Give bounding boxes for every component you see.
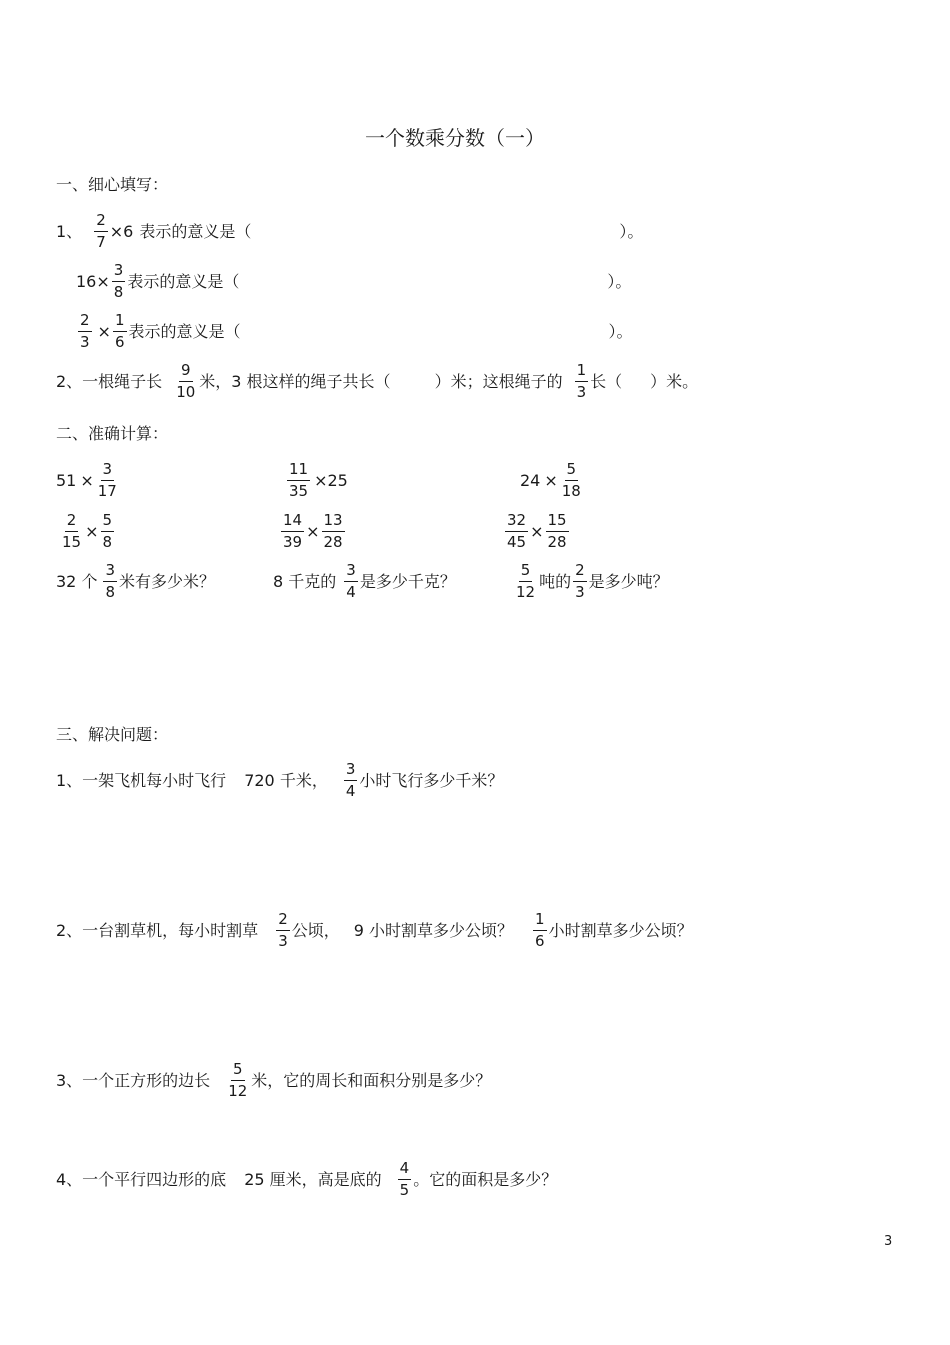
problem-2 <box>56 912 693 949</box>
problem-1 <box>56 762 503 799</box>
number: 51 <box>56 470 77 490</box>
q1-number: 1、 <box>56 221 83 241</box>
fraction: $\frac{4}{5}$ <box>399 1159 410 1199</box>
fraction: $\frac{2}{3}$ <box>575 561 585 601</box>
fraction: $\frac{11}{35}$ <box>289 460 309 500</box>
text: 9 小时割草多少公顷？ <box>353 920 514 940</box>
text: 3、一个正方形的边长 <box>56 1070 211 1090</box>
fraction: $\frac{5}{8}$ <box>102 511 113 551</box>
fraction: $\frac{15}{28}$ <box>547 511 567 551</box>
q2-text: ）米；这根绳子的 <box>434 371 563 391</box>
operator: ×25 <box>314 470 348 490</box>
text: 2、一台割草机，每小时割草 <box>56 920 259 940</box>
fraction: $\frac{5}{12}$ <box>516 561 536 601</box>
text: 小时割草多少公顷？ <box>548 920 693 940</box>
calc-4 <box>58 513 116 550</box>
blank-close: ）。 <box>619 221 644 241</box>
fraction: $\frac{2}{7}$ <box>96 211 106 251</box>
fraction: $\frac{1}{6}$ <box>535 910 545 950</box>
q1b-line <box>76 263 631 300</box>
text: 吨的 <box>539 571 572 591</box>
number: 16 <box>76 271 97 291</box>
q2-text: ）米。 <box>650 371 699 391</box>
page-title <box>0 128 910 148</box>
text: 公顷， <box>291 920 340 940</box>
blank-close: ）。 <box>608 321 633 341</box>
q2-text: 长（ <box>590 371 623 391</box>
operator: × <box>530 521 544 541</box>
word-calc-1 <box>56 563 215 600</box>
blank-close: ）。 <box>607 271 632 291</box>
meaning-label: 表示的意义是（ <box>127 271 240 291</box>
operator: × <box>80 470 94 490</box>
q2-text: 米，3 根这样的绳子共长（ <box>199 371 391 391</box>
meaning-label: 表示的意义是（ <box>139 221 252 241</box>
fraction: $\frac{2}{3}$ <box>80 311 90 351</box>
section1-heading-text: 一、细心填写： <box>56 175 169 194</box>
q2-text: 2、一根绳子长 <box>56 371 163 391</box>
fraction: $\frac{3}{17}$ <box>97 460 117 500</box>
number: 24 <box>520 470 541 490</box>
text: 32 个 <box>56 571 98 591</box>
fraction: $\frac{14}{39}$ <box>283 511 303 551</box>
section3-heading-text: 三、解决问题： <box>56 725 169 744</box>
fraction: $\frac{3}{4}$ <box>345 760 356 800</box>
text: 25 厘米，高是底的 <box>244 1169 382 1189</box>
q2-line <box>56 363 698 400</box>
calc-2 <box>285 462 348 499</box>
text: 8 千克的 <box>273 571 337 591</box>
fraction: $\frac{2}{3}$ <box>278 910 288 950</box>
fraction: $\frac{3}{8}$ <box>113 261 124 301</box>
fraction: $\frac{5}{18}$ <box>561 460 581 500</box>
text: 1、一架飞机每小时飞行 <box>56 770 227 790</box>
text: 4、一个平行四边形的底 <box>56 1169 227 1189</box>
text: 米有多少米？ <box>119 571 216 591</box>
section2-heading <box>56 426 168 442</box>
operator: × <box>85 521 99 541</box>
operator: × <box>97 321 111 341</box>
text: 是多少吨？ <box>588 571 669 591</box>
text: 。它的面积是多少？ <box>413 1169 558 1189</box>
text: 720 千米， <box>244 770 328 790</box>
fraction: $\frac{3}{4}$ <box>346 561 356 601</box>
problem-4 <box>56 1161 557 1198</box>
section1-heading <box>56 177 168 193</box>
title-text: 一个数乘分数（一） <box>365 126 545 150</box>
text: 小时飞行多少千米？ <box>359 770 504 790</box>
fraction: $\frac{2}{15}$ <box>62 511 82 551</box>
page-number: 3 <box>884 1234 893 1249</box>
calc-3 <box>520 462 585 499</box>
q1c-line <box>76 313 633 350</box>
calc-1 <box>56 462 121 499</box>
q1a-line <box>56 213 643 250</box>
calc-5 <box>279 513 347 550</box>
operator: × <box>96 271 110 291</box>
operator: × <box>544 470 558 490</box>
word-calc-2 <box>273 563 456 600</box>
fraction: $\frac{32}{45}$ <box>507 511 527 551</box>
problem-3 <box>56 1062 491 1099</box>
fraction: $\frac{3}{8}$ <box>105 561 115 601</box>
fraction: $\frac{1}{6}$ <box>114 311 125 351</box>
text: 是多少千克？ <box>359 571 456 591</box>
fraction: $\frac{5}{12}$ <box>228 1060 248 1100</box>
text: 米，它的周长和面积分别是多少？ <box>251 1070 492 1090</box>
operator: ×6 <box>109 221 134 241</box>
fraction: $\frac{13}{28}$ <box>323 511 343 551</box>
fraction: $\frac{1}{3}$ <box>576 361 587 401</box>
section3-heading <box>56 727 168 743</box>
word-calc-3 <box>512 563 669 600</box>
fraction: $\frac{9}{10}$ <box>176 361 196 401</box>
operator: × <box>306 521 320 541</box>
calc-6 <box>503 513 571 550</box>
section2-heading-text: 二、准确计算： <box>56 424 169 443</box>
meaning-label: 表示的意义是（ <box>128 321 241 341</box>
